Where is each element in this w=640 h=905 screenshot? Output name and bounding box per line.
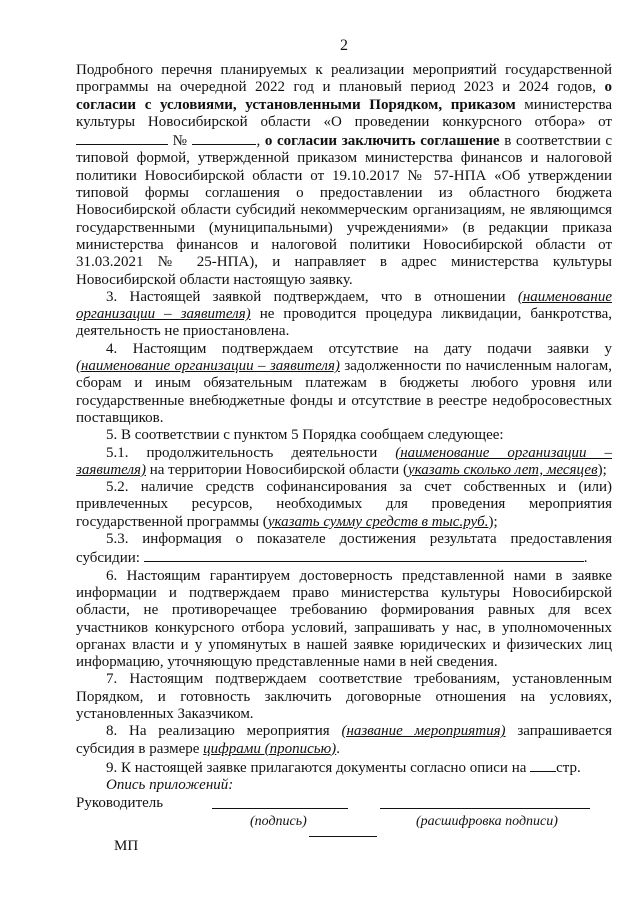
- placeholder-org-name: (наименование организации – заявителя): [76, 444, 612, 478]
- page-number: 2: [340, 37, 348, 54]
- text: 8. На реализацию мероприятия: [106, 723, 342, 740]
- decode-line: [380, 808, 590, 809]
- text: на территории Новосибирской области (: [145, 461, 408, 478]
- paragraph-9: [76, 758, 612, 777]
- text: задолженности по начисленным налогам, сборам и иным обязательным платежам в бюджеты любого уровня или государственные внебюджетные фонды и отсутствие в реестре недобросовестных поставщиков.: [76, 358, 612, 426]
- text: в соответствии с типовой формой, утвержденной приказом министерства финансов и налоговой политики Новосибирской области от 19.10.2017 № 57-НПА «Об утверждении типовой формы соглашения о предоставлении из областного бюджета Новосибирской области субсидий некоммерческим организациям, не являющимся государственными (муниципальными) учреждениями» (в редакции приказа министерства финансов и налоговой политики Новосибирской области от 31.03.2021 № 25-НПА), и направляет в адрес министерства культуры Новосибирской области настоящую заявку.: [76, 133, 613, 288]
- text: 9. К настоящей заявке прилагаются документы согласно описи на: [106, 759, 531, 776]
- text: .: [583, 550, 588, 567]
- paragraph-8: [76, 723, 612, 758]
- signature-captions: [76, 814, 612, 834]
- signature-caption: (подпись): [250, 814, 307, 830]
- text: );: [597, 461, 607, 478]
- number-blank: [192, 131, 256, 145]
- text: 5. В соответствии с пунктом 5 Порядка сообщаем следующее:: [106, 427, 504, 444]
- stamp-label: МП: [114, 838, 139, 855]
- head-label: Руководитель: [76, 795, 164, 812]
- paragraph-5: [76, 427, 612, 444]
- placeholder-org-name: (наименование организации – заявителя): [76, 288, 612, 323]
- signature-line: [212, 808, 348, 809]
- text: 6. Настоящим гарантируем достоверность представленной нами в заявке информации и подтверждаем право министерства культуры Новосибирской области, не противоречащее требованию формирования равных для всех участников конкурсного отбора условий, запрашивать у нас, в уполномоченных органах власти и у упомянутых в нашей заявке юридических и физических лиц информацию, уточняющую представленные нами в ней сведения.: [76, 567, 612, 671]
- paragraph-5-3: [76, 531, 612, 568]
- text: №: [168, 133, 193, 150]
- text: 4. Настоящим подтверждаем отсутствие на дату подачи заявки у: [106, 340, 612, 357]
- text: не проводится процедура ликвидации, банкротства, деятельность не приостановлена.: [76, 306, 613, 340]
- paragraph-4: [76, 341, 612, 427]
- bold-consent-conditions: о согласии с условиями, установленными Порядком, приказом: [76, 79, 612, 113]
- document-page: [76, 36, 612, 858]
- stamp-row: [76, 834, 612, 858]
- placeholder-amount: указать сумму средств в тыс.руб.: [267, 513, 489, 530]
- placeholder-duration: указать сколько лет, месяцев: [407, 461, 598, 478]
- indicator-blank: [144, 548, 584, 562]
- bold-consent-agreement: о согласии заключить соглашение: [264, 133, 500, 150]
- paragraph-3: [76, 289, 612, 341]
- placeholder-org-name: (наименование организации – заявителя): [76, 358, 340, 375]
- text: 5.2. наличие средств софинансирования за счет собственных и (или) привлеченных ресурсов, необходимых для проведения мероприятия государственной программы (: [76, 479, 612, 530]
- paragraph-6: [76, 568, 612, 672]
- footer-line: [309, 836, 377, 837]
- text: );: [488, 513, 498, 530]
- attachments-label: Опись приложений:: [106, 777, 234, 794]
- pages-blank: [530, 758, 556, 772]
- placeholder-event-name: (название мероприятия): [341, 723, 506, 740]
- text: запрашивается субсидия в размере: [76, 723, 612, 757]
- paragraph-7: [76, 671, 612, 723]
- text: ,: [256, 133, 265, 150]
- text: .: [336, 740, 340, 757]
- date-blank: [76, 131, 168, 145]
- text: 7. Настоящим подтверждаем соответствие требованиям, установленным Порядком, и готовность заключить договорные отношения на условиях, установленных Заказчиком.: [76, 671, 612, 722]
- text: 3. Настоящей заявкой подтверждаем, что в отношении: [106, 288, 518, 305]
- text: 5.1. продолжительность деятельности: [106, 444, 396, 461]
- paragraph-5-1: [76, 445, 612, 480]
- signature-row: [76, 794, 612, 814]
- text: Подробного перечня планируемых к реализации мероприятий государственной программы на очередной 2022 год и плановый период 2023 и 2024 годов,: [76, 62, 612, 96]
- decode-caption: (расшифровка подписи): [416, 814, 558, 830]
- text: стр.: [556, 759, 581, 776]
- text: министерства культуры Новосибирской области «О проведении конкурсного отбора» от: [76, 96, 612, 130]
- paragraph-application-intro: [76, 62, 612, 289]
- paragraph-5-2: [76, 479, 612, 531]
- text: 5.3. информация о показателе достижения результата предоставления субсидии:: [76, 531, 612, 567]
- placeholder-sum: цифрами (прописью): [203, 740, 337, 757]
